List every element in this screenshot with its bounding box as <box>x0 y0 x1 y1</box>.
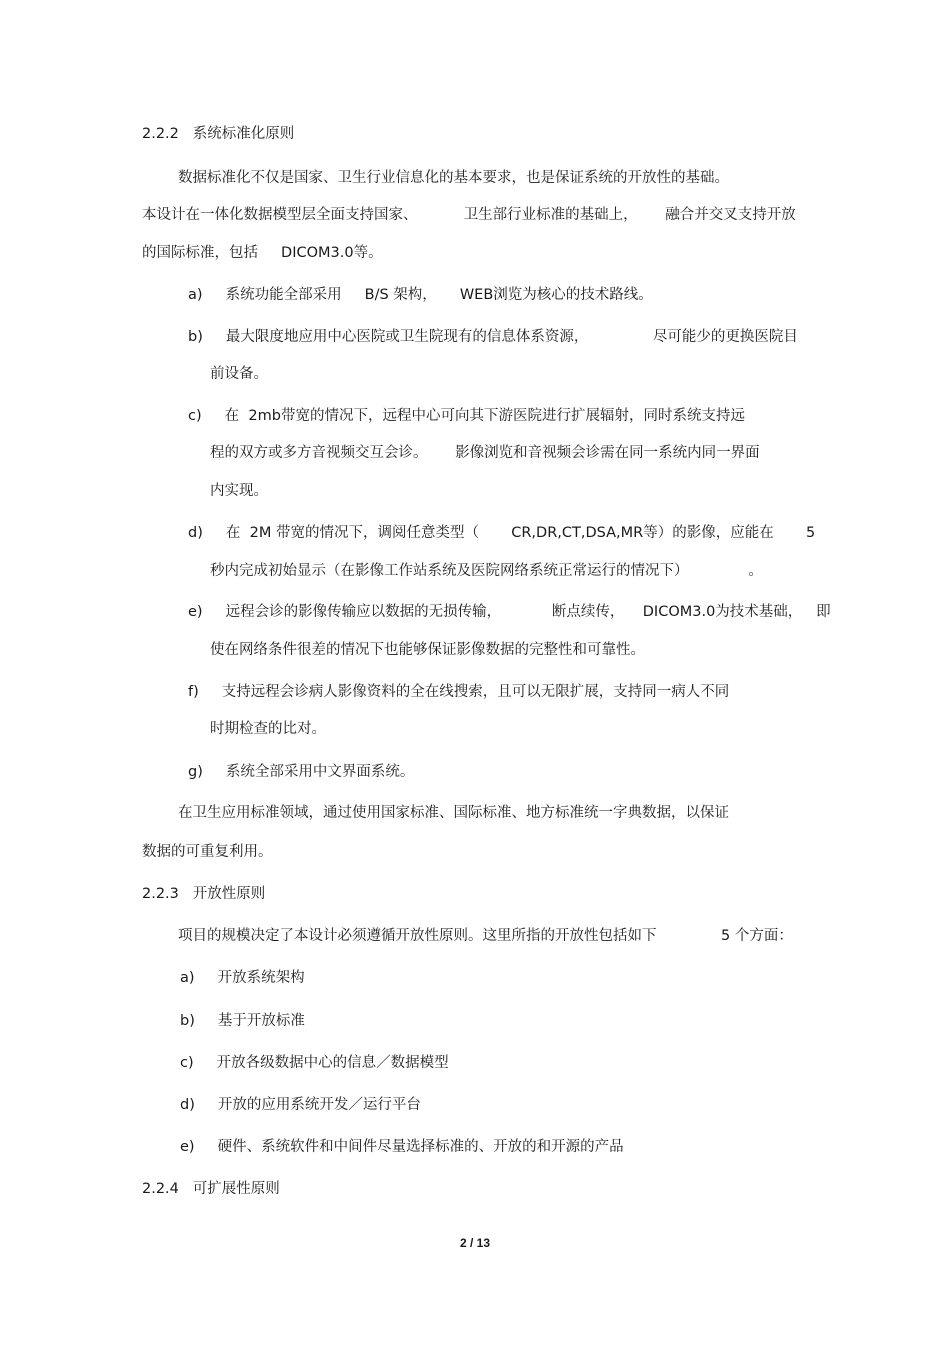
list-item-open-c: c) 开放各级数据中心的信息／数据模型 <box>180 1055 449 1071</box>
list-item-open-b: b) 基于开放标准 <box>180 1013 305 1029</box>
list-item-d-cont: 秒内完成初始显示（在影像工作站系统及医院网络系统正常运行的情况下） 。 <box>210 563 763 579</box>
list-item-c: c) 在 2mb带宽的情况下，远程中心可向其下游医院进行扩展辐射，同时系统支持远 <box>188 408 745 424</box>
list-item-f-cont: 时期检查的比对。 <box>210 721 326 737</box>
page-number: 2 / 13 <box>459 1236 491 1250</box>
heading-2-2-2: 2.2.2 系统标准化原则 <box>142 126 295 142</box>
paragraph-line: 在卫生应用标准领域，通过使用国家标准、国际标准、地方标准统一字典数据，以保证 <box>178 805 729 821</box>
paragraph-line: 数据标准化不仅是国家、卫生行业信息化的基本要求，也是保证系统的开放性的基础。 <box>178 170 729 186</box>
list-item-a: a) 系统功能全部采用 B/S 架构， WEB浏览为核心的技术路线。 <box>188 287 653 303</box>
list-item-open-e: e) 硬件、系统软件和中间件尽量选择标准的、开放的和开源的产品 <box>180 1139 624 1155</box>
heading-2-2-4: 2.2.4 可扩展性原则 <box>142 1181 280 1197</box>
list-item-d: d) 在 2M 带宽的情况下，调阅任意类型（ CR,DR,CT,DSA,MR等）的影像，应能在 5 <box>188 525 816 541</box>
paragraph-line: 项目的规模决定了本设计必须遵循开放性原则。这里所指的开放性包括如下 5 个方面： <box>178 928 793 944</box>
list-item-e-cont: 使在网络条件很差的情况下也能够保证影像数据的完整性和可靠性。 <box>210 642 645 658</box>
list-item-open-d: d) 开放的应用系统开发／运行平台 <box>180 1097 421 1113</box>
list-item-f: f) 支持远程会诊病人影像资料的全在线搜索，且可以无限扩展，支持同一病人不同 <box>188 684 730 700</box>
paragraph-line: 本设计在一体化数据模型层全面支持国家、 卫生部行业标准的基础上， 融合并交叉支持开放 <box>142 207 796 223</box>
paragraph-line: 的国际标准，包括 DICOM3.0等。 <box>142 245 383 261</box>
list-item-open-a: a) 开放系统架构 <box>180 970 305 986</box>
list-item-b: b) 最大限度地应用中心医院或卫生院现有的信息体系资源， 尽可能少的更换医院目 <box>188 329 798 345</box>
list-item-c-cont: 程的双方或多方音视频交互会诊。 影像浏览和音视频会诊需在同一系统内同一界面 <box>210 445 760 461</box>
paragraph-line: 数据的可重复利用。 <box>142 844 273 860</box>
heading-2-2-3: 2.2.3 开放性原则 <box>142 886 266 902</box>
list-item-c-cont: 内实现。 <box>210 483 268 499</box>
list-item-e: e) 远程会诊的影像传输应以数据的无损传输， 断点续传， DICOM3.0为技术基础， 即 <box>188 604 831 620</box>
list-item-b-cont: 前设备。 <box>210 366 268 382</box>
list-item-g: g) 系统全部采用中文界面系统。 <box>188 764 415 780</box>
